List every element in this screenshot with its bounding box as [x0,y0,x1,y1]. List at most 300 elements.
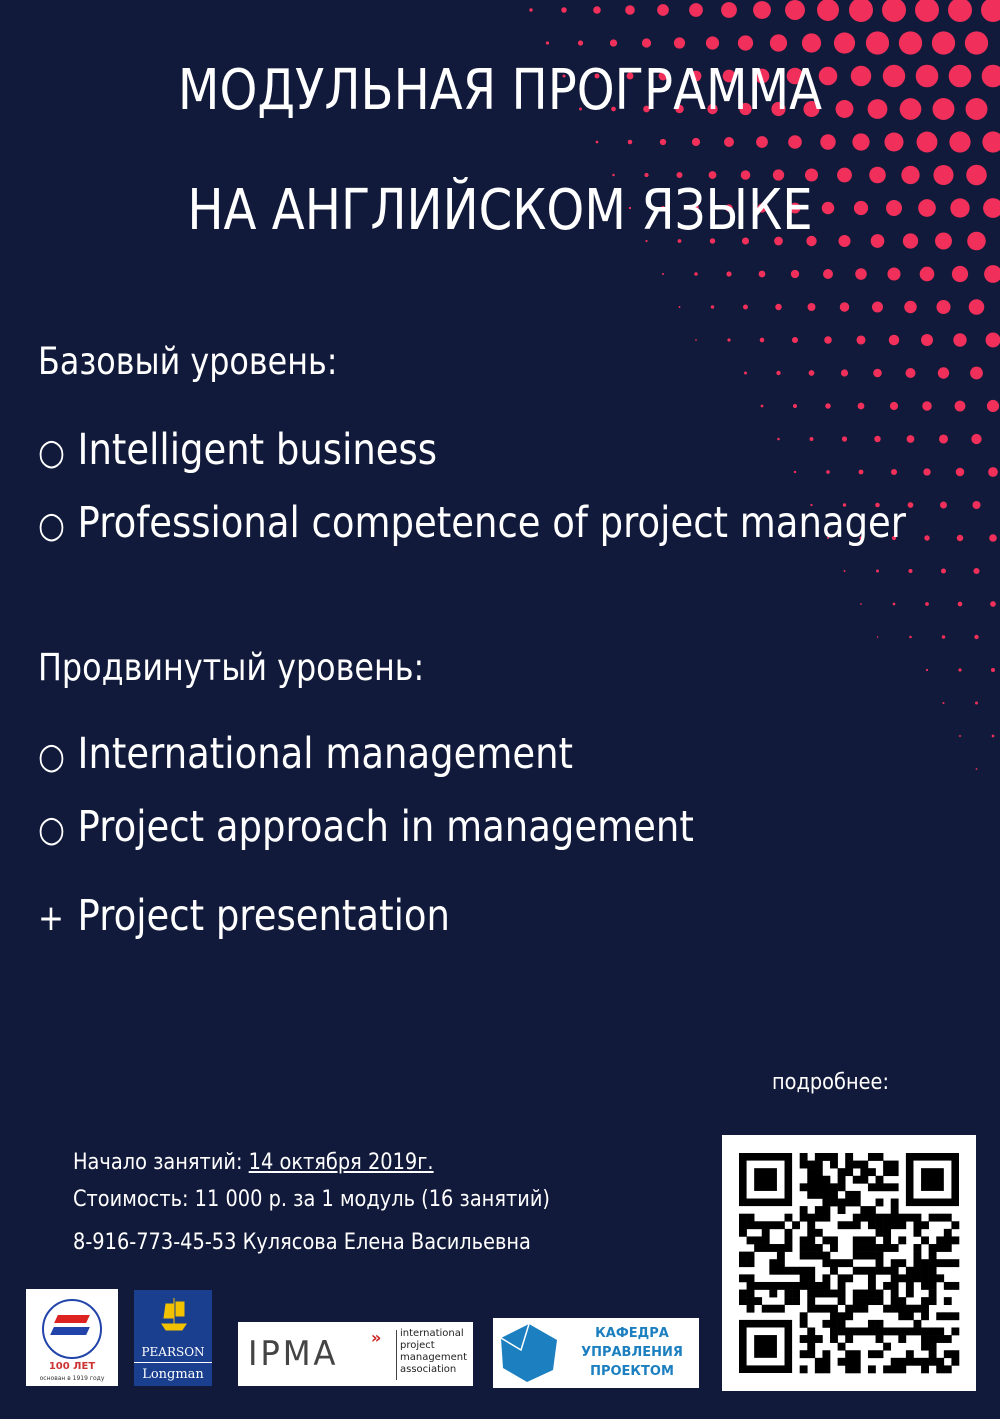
qr-module [868,1153,876,1161]
qr-module [951,1327,959,1335]
qr-module [929,1343,937,1351]
qr-module [944,1229,952,1237]
qr-finder-pattern [921,1168,944,1191]
qr-module [921,1282,929,1290]
qr-module [807,1176,815,1184]
halftone-dot [694,272,698,276]
contact-line: 8-916-773-45-53 Кулясова Елена Васильевна [73,1230,531,1255]
qr-module [876,1229,884,1237]
qr-module [921,1312,929,1320]
qr-module [906,1282,914,1290]
qr-module [822,1274,830,1282]
circle-bullet-icon: ○ [38,505,66,546]
halftone-dot [792,337,798,343]
halftone-dot [884,132,903,151]
qr-module [800,1267,808,1275]
halftone-dot [785,0,805,20]
qr-module [777,1244,785,1252]
halftone-dot [938,367,949,378]
qr-module [792,1290,800,1298]
qr-module [860,1297,868,1305]
qr-module [845,1259,853,1267]
halftone-dot [596,141,599,144]
qr-module [921,1327,929,1335]
qr-module [891,1221,899,1229]
qr-module [891,1305,899,1313]
qr-module [815,1335,823,1343]
qr-module [807,1252,815,1260]
qr-module [913,1327,921,1335]
qr-module [944,1365,952,1373]
halftone-dot [860,603,862,605]
qr-module [906,1327,914,1335]
halftone-dot [952,266,968,282]
halftone-dot [859,470,864,475]
qr-finder-pattern [754,1168,777,1191]
qr-module [876,1327,884,1335]
halftone-dot [873,369,882,378]
halftone-dot [794,471,796,473]
qr-module [951,1259,959,1267]
qr-module [822,1252,830,1260]
halftone-dot [991,668,995,672]
halftone-dot [689,3,703,17]
halftone-dot [529,8,532,11]
qr-module [936,1244,944,1252]
department-logo [493,1318,699,1388]
halftone-dot [840,302,849,311]
halftone-dot [776,371,780,375]
qr-module [868,1236,876,1244]
qr-module [876,1297,884,1305]
qr-module [777,1221,785,1229]
halftone-dot [958,602,963,607]
qr-module [921,1259,929,1267]
qr-module [898,1305,906,1313]
halftone-dot [802,33,821,52]
halftone-dot [826,470,830,474]
qr-module [800,1274,808,1282]
qr-module [807,1214,815,1222]
qr-module [876,1320,884,1328]
qr-module [876,1335,884,1343]
qr-module [906,1290,914,1298]
qr-module [868,1267,876,1275]
qr-module [860,1236,868,1244]
qr-module [891,1214,899,1222]
qr-module [822,1183,830,1191]
qr-module [876,1244,884,1252]
qr-module [906,1267,914,1275]
qr-module [883,1365,891,1373]
qr-module [830,1312,838,1320]
qr-module [883,1244,891,1252]
halftone-dot [852,133,869,150]
qr-module [860,1206,868,1214]
qr-module [921,1297,929,1305]
qr-module [822,1305,830,1313]
qr-module [906,1214,914,1222]
qr-module [815,1365,823,1373]
qr-module [929,1244,937,1252]
qr-module [853,1214,861,1222]
qr-module [838,1327,846,1335]
halftone-dot [727,338,730,341]
halftone-dot [973,568,979,574]
qr-module [830,1335,838,1343]
qr-module [891,1327,899,1335]
qr-module [913,1229,921,1237]
halftone-dot [849,0,873,22]
halftone-dot [593,6,601,14]
ipma-description: international project management association [400,1328,467,1375]
qr-module [807,1297,815,1305]
qr-module [936,1358,944,1366]
halftone-dot [726,271,731,276]
qr-module [891,1244,899,1252]
halftone-dot [889,335,900,346]
qr-module [838,1358,846,1366]
qr-module [906,1350,914,1358]
title-line-1: МОДУЛЬНАЯ ПРОГРАММА [177,58,823,123]
qr-module [822,1206,830,1214]
qr-module [868,1290,876,1298]
qr-module [792,1221,800,1229]
qr-module [883,1161,891,1169]
qr-module [868,1252,876,1260]
halftone-dot [915,0,939,22]
qr-module [747,1274,755,1282]
qr-module [792,1282,800,1290]
qr-module [838,1282,846,1290]
halftone-dot [808,303,816,311]
ship-icon [160,1296,188,1332]
advanced-item-1-label: International management [77,729,574,779]
ipma-wordmark: IPMA [248,1334,339,1374]
qr-module [860,1267,868,1275]
halftone-dot [953,333,966,346]
halftone-dot [777,438,780,441]
qr-module [936,1335,944,1343]
halftone-dot [940,502,947,509]
halftone-dot [642,38,651,47]
qr-module [898,1297,906,1305]
qr-module [883,1229,891,1237]
halftone-dot [893,603,896,606]
qr-module [868,1214,876,1222]
qr-module [913,1214,921,1222]
qr-module [838,1259,846,1267]
qr-module [876,1259,884,1267]
qr-module [807,1343,815,1351]
halftone-dot [933,98,955,120]
qr-module [739,1297,747,1305]
halftone-dot [612,174,615,177]
halftone-dot [992,735,995,738]
qr-module [830,1267,838,1275]
qr-module [883,1168,891,1176]
advanced-level-heading: Продвинутый уровень: [38,646,425,689]
qr-module [944,1350,952,1358]
qr-module [853,1176,861,1184]
halftone-dot [610,39,617,46]
qr-module [853,1267,861,1275]
qr-module [929,1267,937,1275]
qr-module [883,1214,891,1222]
qr-module [800,1236,808,1244]
qr-module [800,1365,808,1373]
qr-module [860,1161,868,1169]
qr-module [822,1259,830,1267]
qr-module [815,1206,823,1214]
qr-module [769,1290,777,1298]
halftone-dot [756,136,768,148]
halftone-dot [972,501,980,509]
qr-module [860,1176,868,1184]
halftone-dot [988,467,998,477]
halftone-dot [858,403,865,410]
halftone-dot [965,31,988,54]
halftone-dot [891,469,897,475]
qr-module [936,1274,944,1282]
halftone-dot [877,636,879,638]
qr-module [815,1252,823,1260]
qr-module [891,1297,899,1305]
advanced-extra-item [38,891,450,941]
qr-module [785,1282,793,1290]
qr-finder-pattern [754,1335,777,1358]
qr-module [815,1290,823,1298]
halftone-dot [971,434,981,444]
qr-module [785,1267,793,1275]
qr-module [876,1176,884,1184]
qr-module [830,1259,838,1267]
halftone-dot [738,35,753,50]
qr-module [777,1305,785,1313]
qr-module [800,1214,808,1222]
qr-module [929,1252,937,1260]
guu-anniversary: 100 ЛЕТ [48,1361,96,1372]
qr-module [883,1236,891,1244]
qr-code[interactable] [722,1135,976,1391]
halftone-dot [989,534,997,542]
halftone-dot [966,98,988,120]
qr-module [739,1259,747,1267]
halftone-dot [820,134,835,149]
qr-module [845,1312,853,1320]
qr-module [853,1244,861,1252]
qr-module [838,1199,846,1207]
qr-module [785,1244,793,1252]
qr-module [876,1183,884,1191]
qr-module [815,1191,823,1199]
qr-module [800,1153,808,1161]
qr-module [747,1252,755,1260]
qr-module [754,1244,762,1252]
qr-module [739,1229,747,1237]
qr-module [929,1358,937,1366]
qr-module [815,1229,823,1237]
qr-module [951,1350,959,1358]
halftone-dot [674,37,685,48]
qr-module [951,1282,959,1290]
qr-module [868,1320,876,1328]
qr-module [936,1312,944,1320]
qr-module [845,1153,853,1161]
qr-module [860,1244,868,1252]
qr-module [800,1350,808,1358]
qr-module [868,1221,876,1229]
circle-bullet-icon: ○ [38,809,66,850]
halftone-dot [753,1,771,19]
halftone-dot [942,702,944,704]
qr-module [815,1176,823,1184]
qr-module [747,1214,755,1222]
halftone-dot [842,436,847,441]
qr-module [845,1274,853,1282]
halftone-dot [909,569,913,573]
polyhedron-icon [497,1322,561,1384]
halftone-dot [923,468,930,475]
qr-module [822,1236,830,1244]
qr-module [921,1358,929,1366]
qr-module [868,1327,876,1335]
qr-module [777,1282,785,1290]
qr-module [929,1214,937,1222]
qr-module [891,1290,899,1298]
qr-module [860,1305,868,1313]
qr-module [807,1327,815,1335]
qr-module [868,1168,876,1176]
qr-module [769,1259,777,1267]
qr-module [830,1183,838,1191]
halftone-dot [760,338,765,343]
start-date-line [73,1150,434,1175]
qr-module [898,1236,906,1244]
qr-module [800,1312,808,1320]
qr-module [807,1282,815,1290]
department-name [573,1324,691,1381]
ipma-logo [238,1322,473,1386]
qr-module [845,1199,853,1207]
halftone-dot [793,404,797,408]
qr-module [800,1183,808,1191]
qr-module [785,1229,793,1237]
halftone-dot [743,305,748,310]
halftone-dot [904,301,917,314]
qr-module [769,1282,777,1290]
basic-item-1-label: Intelligent business [77,425,438,475]
qr-module [891,1206,899,1214]
guu-emblem-blue-stroke [50,1327,90,1335]
qr-module [800,1282,808,1290]
qr-module [845,1327,853,1335]
halftone-dot [823,269,833,279]
qr-module [830,1290,838,1298]
qr-module [891,1259,899,1267]
qr-module [822,1290,830,1298]
qr-module [785,1214,793,1222]
qr-module [822,1320,830,1328]
qr-module [845,1305,853,1313]
halftone-dot [917,132,938,153]
qr-module [898,1312,906,1320]
qr-module [838,1168,846,1176]
qr-module [822,1191,830,1199]
ipma-divider [396,1330,397,1380]
halftone-dot [546,41,549,44]
qr-module [807,1161,815,1169]
qr-module [845,1335,853,1343]
qr-module [936,1365,944,1373]
qr-module [838,1221,846,1229]
qr-module [807,1183,815,1191]
start-date-label: Начало занятий: [73,1150,249,1175]
qr-module [830,1236,838,1244]
halftone-dot [969,299,985,315]
qr-module [845,1221,853,1229]
basic-item-1 [38,425,437,475]
qr-module [891,1199,899,1207]
qr-module [838,1343,846,1351]
qr-module [898,1358,906,1366]
halftone-dot [932,31,955,54]
qr-module [883,1267,891,1275]
qr-module [876,1267,884,1275]
qr-module [876,1252,884,1260]
halftone-dot [957,535,964,542]
qr-module [929,1297,937,1305]
qr-module [936,1214,944,1222]
qr-module [762,1305,770,1313]
title-line-2: НА АНГЛИЙСКОМ ЯЗЫКЕ [187,178,813,243]
qr-module [898,1365,906,1373]
halftone-dot [948,0,972,22]
qr-module [830,1327,838,1335]
qr-module [853,1252,861,1260]
qr-module [891,1183,899,1191]
halftone-dot [876,570,879,573]
qr-module [913,1244,921,1252]
qr-module [838,1176,846,1184]
qr-module [921,1274,929,1282]
halftone-dot [939,434,948,443]
qr-module [853,1365,861,1373]
qr-module [845,1161,853,1169]
qr-module [913,1221,921,1229]
qr-module [921,1236,929,1244]
qr-module [868,1183,876,1191]
qr-module [891,1282,899,1290]
qr-module [891,1358,899,1366]
qr-module [754,1236,762,1244]
halftone-dot [925,602,929,606]
qr-module [898,1214,906,1222]
halftone-dot [809,370,815,376]
halftone-dot [761,405,764,408]
halftone-dot [692,138,700,146]
qr-module [815,1168,823,1176]
qr-module [807,1221,815,1229]
cost-line: Стоимость: 11 000 р. за 1 модуль (16 занятий) [73,1187,550,1212]
qr-module [951,1236,959,1244]
halftone-dot [909,636,912,639]
qr-module [838,1320,846,1328]
qr-module [838,1297,846,1305]
qr-module [853,1305,861,1313]
qr-module [929,1259,937,1267]
qr-module [876,1214,884,1222]
